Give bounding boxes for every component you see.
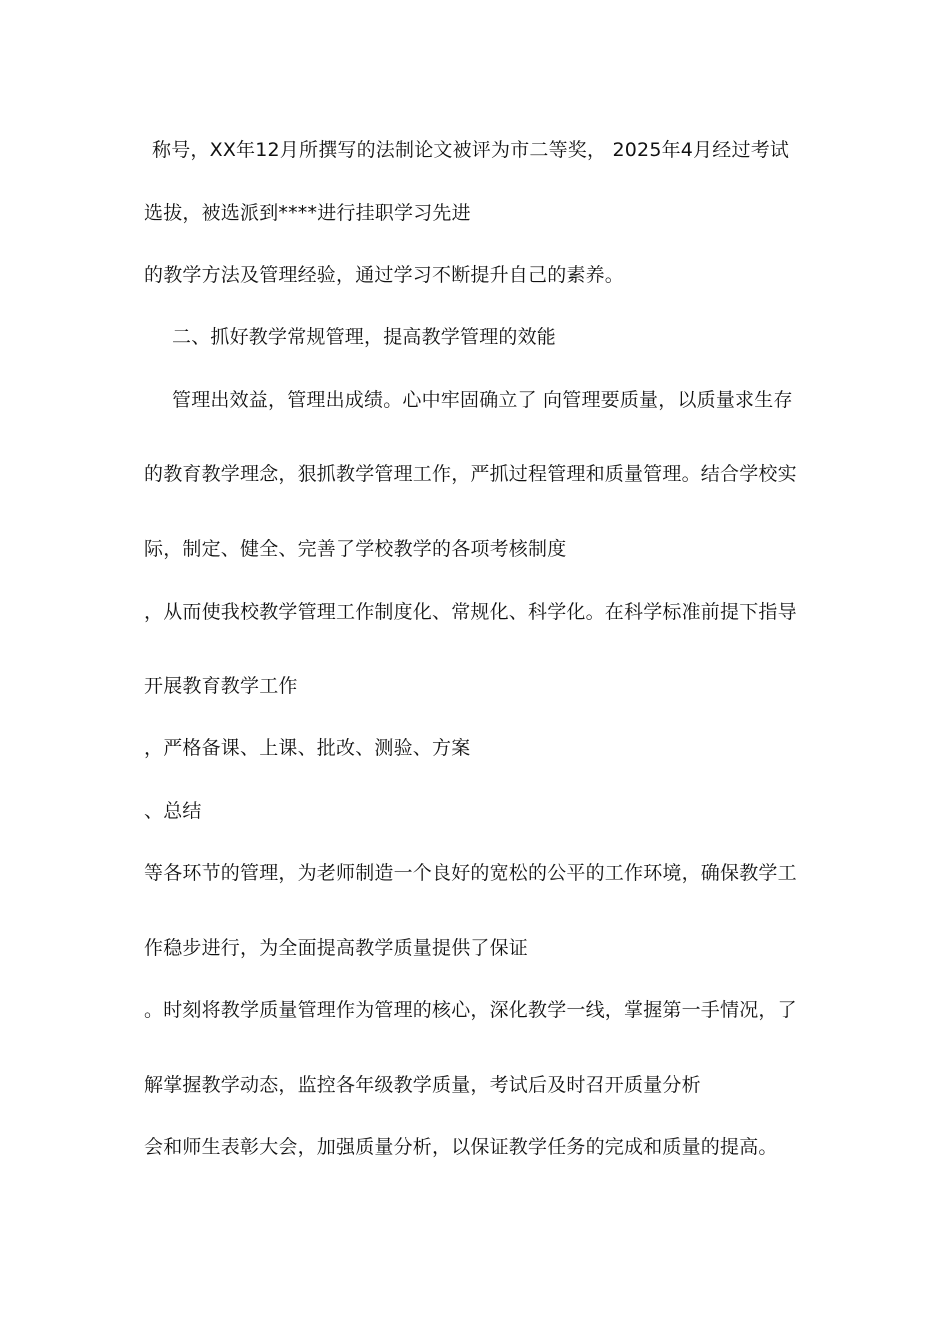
text-line: 选拔，被选派到****进行挂职学习先进 bbox=[144, 202, 471, 224]
text-line: 、总结 bbox=[144, 800, 202, 822]
text-line: ，严格备课、上课、批改、测验、方案 bbox=[144, 737, 471, 759]
text-line: 的教育教学理念，狠抓教学管理工作，严抓过程管理和质量管理。结合学校实 bbox=[144, 463, 797, 485]
text-line: 管理出效益，管理出成绩。心中牢固确立了 向管理要质量，以质量求生存 bbox=[172, 389, 793, 411]
text-line: 际，制定、健全、完善了学校教学的各项考核制度 bbox=[144, 538, 567, 560]
text-line: 的教学方法及管理经验，通过学习不断提升自己的素养。 bbox=[144, 264, 625, 286]
section-heading: 二、抓好教学常规管理，提高教学管理的效能 bbox=[172, 326, 557, 348]
text-line: 等各环节的管理，为老师制造一个良好的宽松的公平的工作环境，确保教学工 bbox=[144, 862, 797, 884]
text-line: 会和师生表彰大会，加强质量分析，以保证教学任务的完成和质量的提高。 bbox=[144, 1136, 778, 1158]
text-line: 开展教育教学工作 bbox=[144, 675, 298, 697]
text-line: 作稳步进行，为全面提高教学质量提供了保证 bbox=[144, 937, 529, 959]
text-line: ，从而使我校教学管理工作制度化、常规化、科学化。在科学标准前提下指导 bbox=[144, 601, 797, 623]
text-line: 解掌握教学动态，监控各年级教学质量，考试后及时召开质量分析 bbox=[144, 1074, 701, 1096]
text-line: 。时刻将教学质量管理作为管理的核心，深化教学一线，掌握第一手情况，了 bbox=[144, 999, 797, 1021]
text-line: 称号，XX年12月所撰写的法制论文被评为市二等奖， 2025年4月经过考试 bbox=[152, 139, 790, 161]
